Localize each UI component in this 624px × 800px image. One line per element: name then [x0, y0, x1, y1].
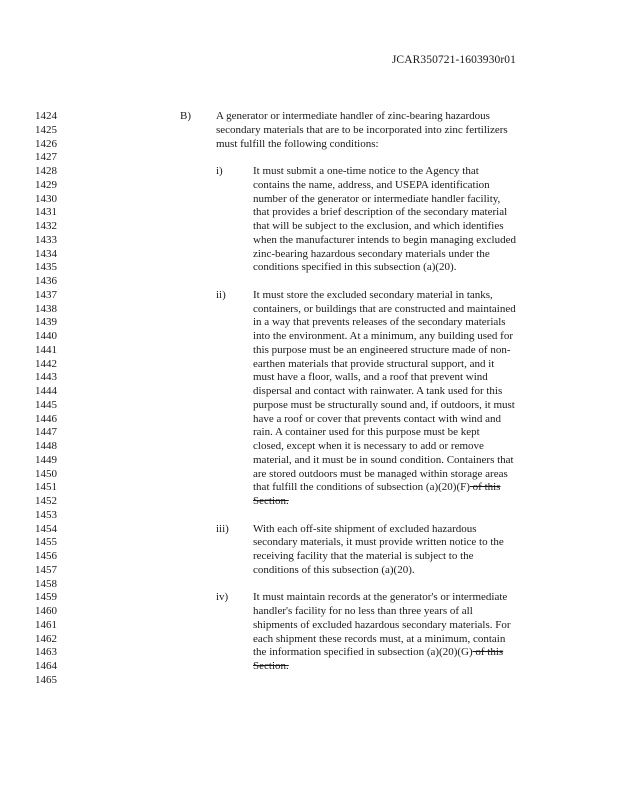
- line-number: 1429: [35, 178, 57, 191]
- line-number: 1444: [35, 385, 57, 397]
- text-line: It must submit a one-time notice to the Agency that: [253, 165, 479, 177]
- section-b-label: B): [180, 110, 191, 122]
- struck-text: of this: [472, 646, 504, 659]
- line-number: 1460: [35, 605, 57, 617]
- text-line: A generator or intermediate handler of zinc-bearing hazardous: [216, 110, 490, 122]
- line-number: 1443: [35, 371, 57, 384]
- text-line: handler's facility for no less than three years of all: [253, 605, 473, 617]
- line-number: 1453: [35, 508, 57, 521]
- text-line: that provides a brief description of the secondary material: [253, 206, 508, 219]
- line-number: 1463: [35, 646, 57, 659]
- text-line: material, and it must be in sound condition. Containers that: [253, 453, 514, 466]
- line-number: 1450: [35, 467, 57, 480]
- line-number: 1433: [35, 233, 57, 246]
- line-number: 1449: [35, 453, 57, 466]
- text-line: must fulfill the following conditions:: [216, 137, 379, 150]
- text-line: [253, 481, 516, 495]
- line-number: 1436: [35, 275, 57, 287]
- line-number: 1428: [35, 165, 57, 177]
- line-number: 1440: [35, 330, 57, 342]
- item-iii-text: [253, 523, 504, 578]
- text-line: into the environment. At a minimum, any building used for: [253, 330, 513, 342]
- line-numbers: [35, 110, 75, 688]
- text-line: that will be subject to the exclusion, and which identifies: [253, 220, 504, 232]
- item-iv-label: iv): [216, 591, 229, 604]
- item-ii-text: [253, 289, 516, 509]
- line-number: 1461: [35, 618, 57, 631]
- text-line: secondary materials that are to be incorporated into zinc fertilizers: [216, 123, 508, 136]
- text-line: closed, except when it is necessary to add or remove: [253, 440, 484, 452]
- text-line: rain. A container used for this purpose must be kept: [253, 426, 480, 439]
- line-number: 1426: [35, 137, 57, 150]
- text-line: are stored outdoors must be managed within storage areas: [253, 467, 508, 480]
- struck-text: Section.: [253, 495, 289, 507]
- line-number: 1454: [35, 522, 57, 535]
- text-run: the information specified in subsection (a)(20)(G): [253, 646, 473, 659]
- line-number: 1465: [35, 673, 57, 686]
- text-line: With each off-site shipment of excluded hazardous: [253, 522, 477, 535]
- text-line: conditions specified in this subsection (a)(20).: [253, 261, 457, 274]
- section-b-text: [216, 110, 508, 151]
- line-number: 1448: [35, 440, 57, 452]
- line-number: 1424: [35, 110, 57, 122]
- line-number: 1447: [35, 426, 57, 439]
- line-number: 1456: [35, 550, 57, 562]
- line-number: 1427: [35, 151, 57, 164]
- line-number: 1432: [35, 220, 57, 232]
- text-line: must have a floor, walls, and a roof that prevent wind: [253, 371, 488, 384]
- item-iii-label: iii): [216, 522, 229, 535]
- text-line: zinc-bearing hazardous secondary materials under the: [253, 247, 490, 260]
- line-number: 1462: [35, 632, 57, 645]
- struck-text: of this: [469, 481, 501, 494]
- line-number: 1464: [35, 660, 57, 672]
- text-line: in a way that prevents releases of the secondary materials: [253, 316, 506, 329]
- text-line: when the manufacturer intends to begin managing excluded: [253, 233, 516, 246]
- line-number: 1430: [35, 192, 57, 205]
- item-ii-label: ii): [216, 288, 226, 301]
- line-number: 1457: [35, 563, 57, 576]
- line-number: 1445: [35, 398, 57, 411]
- line-number: 1441: [35, 343, 57, 356]
- line-number: 1452: [35, 495, 57, 507]
- item-iv-text: [253, 591, 511, 674]
- line-number: 1434: [35, 247, 57, 260]
- line-number: 1435: [35, 261, 57, 274]
- text-line: receiving facility that the material is subject to the: [253, 550, 474, 562]
- text-line: dispersal and contact with rainwater. A tank used for this: [253, 385, 503, 397]
- text-line: [253, 646, 511, 660]
- text-line: It must maintain records at the generator's or intermediate: [253, 591, 508, 604]
- line-number: 1431: [35, 206, 57, 219]
- line-number: 1455: [35, 536, 57, 549]
- item-i-text: [253, 165, 516, 275]
- text-line: shipments of excluded hazardous secondary materials. For: [253, 618, 511, 631]
- struck-text: Section.: [253, 660, 289, 672]
- line-number: 1439: [35, 316, 57, 329]
- text-line: earthen materials that provide structural support, and it: [253, 357, 495, 370]
- line-number: 1442: [35, 357, 57, 370]
- text-run: that fulfill the conditions of subsection (a)(20)(F): [253, 481, 470, 494]
- text-line: have a roof or cover that prevents contact with wind and: [253, 412, 502, 425]
- item-i-label: i): [216, 165, 223, 177]
- line-number: 1458: [35, 577, 57, 590]
- line-number: 1438: [35, 302, 57, 315]
- line-number: 1437: [35, 288, 57, 301]
- line-number: 1459: [35, 591, 57, 604]
- text-line: contains the name, address, and USEPA identification: [253, 178, 490, 191]
- text-line: containers, or buildings that are constructed and maintained: [253, 302, 516, 315]
- text-line: It must store the excluded secondary material in tanks,: [253, 288, 493, 301]
- text-line: secondary materials, it must provide written notice to the: [253, 536, 504, 549]
- text-line: number of the generator or intermediate handler facility,: [253, 192, 501, 205]
- line-number: 1451: [35, 481, 57, 494]
- text-line: this purpose must be an engineered structure made of non-: [253, 343, 511, 356]
- line-number: 1446: [35, 412, 57, 425]
- text-line: [253, 495, 516, 509]
- document-id: JCAR350721-1603930r01: [391, 54, 516, 66]
- text-line: each shipment these records must, at a minimum, contain: [253, 632, 506, 645]
- text-line: conditions of this subsection (a)(20).: [253, 563, 415, 576]
- line-number: 1425: [35, 123, 57, 136]
- text-line: [253, 660, 511, 674]
- text-line: purpose must be structurally sound and, if outdoors, it must: [253, 398, 515, 411]
